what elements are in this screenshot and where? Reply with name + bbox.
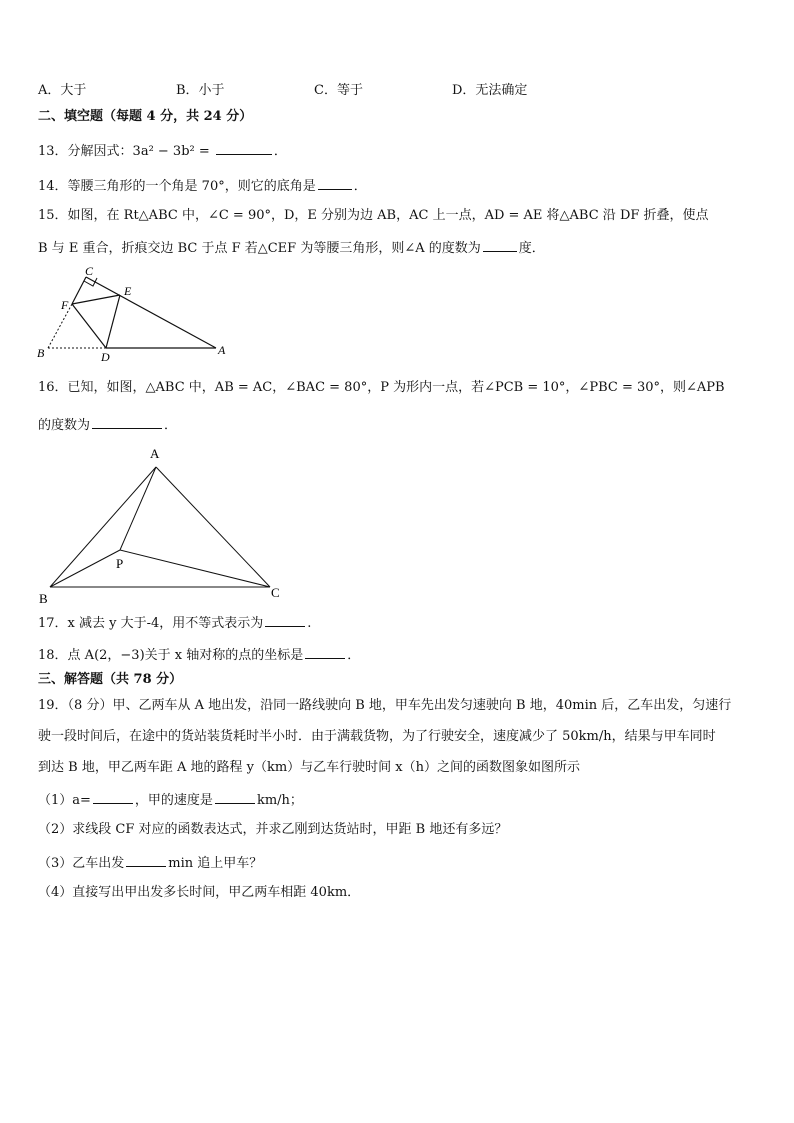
q14-text: 14．等腰三角形的一个角是 70°，则它的底角是 xyxy=(38,179,316,194)
question-14 xyxy=(38,176,367,196)
label-d: D xyxy=(101,350,110,362)
label-a: A xyxy=(150,446,160,461)
label-e: E xyxy=(124,284,132,298)
segment-fe xyxy=(72,295,120,304)
question-19-part4: （4）直接写出甲出发多长时间，甲乙两车相距 40km． xyxy=(38,885,361,900)
question-19-part3 xyxy=(38,853,262,873)
q15-suffix: 度． xyxy=(518,241,545,256)
q14-suffix: ． xyxy=(353,179,367,194)
question-13 xyxy=(38,141,287,161)
segment-fc xyxy=(72,277,86,304)
segment-ap xyxy=(120,467,156,550)
section-solve-title: 三、解答题（共 78 分） xyxy=(38,672,183,687)
choice-c: C．等于 xyxy=(314,83,363,98)
q19-p1-blank-speed xyxy=(215,790,255,804)
q17-answer-blank xyxy=(265,613,305,627)
q19-p1-blank-a xyxy=(93,790,133,804)
q16-text: 的度数为 xyxy=(38,418,91,433)
question-19-line1: 19．（8 分）甲、乙两车从 A 地出发，沿同一路线驶向 B 地，甲车先出发匀速驶向 B 地，40min 后，乙车出发，匀速行 xyxy=(38,698,732,713)
segment-fd xyxy=(72,304,106,348)
segment-ca xyxy=(86,277,216,348)
question-19-part2: （2）求线段 CF 对应的函数表达式，并求乙刚到达货站时，甲距 B 地还有多远？ xyxy=(38,822,508,837)
question-19-line2: 驶一段时间后，在途中的货站装货耗时半小时．由于满载货物，为了行驶安全，速度减少了 50km/h，结果与甲车同时 xyxy=(38,729,716,744)
q19-p3-suffix: min 追上甲车？ xyxy=(168,856,263,871)
q19-p1-suffix: km/h； xyxy=(256,793,303,808)
q15-triangle-figure xyxy=(30,262,240,362)
q18-text: 18．点 A(2，−3)关于 x 轴对称的点的坐标是 xyxy=(38,648,304,663)
q16-suffix: ． xyxy=(164,418,178,433)
question-16-line2 xyxy=(38,415,177,435)
q15-text: B 与 E 重合，折痕交边 BC 于点 F 若△CEF 为等腰三角形，则∠A 的度数为 xyxy=(38,241,481,256)
choice-d: D．无法确定 xyxy=(452,83,528,98)
question-19-line3: 到达 B 地，甲乙两车距 A 地的路程 y（km）与乙车行驶时间 x（h）之间的函数图象如图所示 xyxy=(38,760,580,775)
segment-bf xyxy=(48,304,72,348)
label-c: C xyxy=(271,585,280,600)
choice-a: A．大于 xyxy=(38,83,87,98)
label-p: P xyxy=(116,556,124,571)
q18-suffix: ． xyxy=(347,648,361,663)
question-17 xyxy=(38,613,311,633)
q16-answer-blank xyxy=(92,415,162,429)
label-b: B xyxy=(37,346,45,360)
segment-bp xyxy=(50,550,120,587)
q14-answer-blank xyxy=(318,176,352,190)
q19-p1-prefix: （1）a= xyxy=(38,793,91,808)
question-16-line1: 16．已知，如图，△ABC 中，AB = AC，∠BAC = 80°，P 为形内一点，若∠PCB = 10°，∠PBC = 30°，则∠APB xyxy=(38,380,725,395)
segment-cp xyxy=(120,550,270,587)
q17-suffix: . xyxy=(307,616,312,631)
question-15-line1: 15．如图，在 Rt△ABC 中，∠C = 90°，D，E 分别为边 AB，AC 上一点，AD = AE 将△ABC 沿 DF 折叠，使点 xyxy=(38,208,709,223)
question-18 xyxy=(38,645,360,665)
label-c: C xyxy=(85,264,94,278)
q19-p3-prefix: （3）乙车出发 xyxy=(38,856,125,871)
q13-answer-blank xyxy=(216,141,272,155)
question-19-part1 xyxy=(38,790,303,810)
q13-text: 13．分解因式：3a² − 3b² = xyxy=(38,144,214,159)
question-15-line2 xyxy=(38,238,545,258)
q16-triangle-figure xyxy=(30,440,300,610)
q19-p3-blank xyxy=(126,853,166,867)
label-f: F xyxy=(61,298,69,312)
segment-de xyxy=(106,295,120,348)
q18-answer-blank xyxy=(305,645,345,659)
label-b: B xyxy=(39,591,48,606)
segment-ab xyxy=(50,467,156,587)
label-a: A xyxy=(218,343,226,357)
q15-answer-blank xyxy=(483,238,517,252)
choice-b: B．小于 xyxy=(176,83,225,98)
q17-text: 17．x 减去 y 大于-4，用不等式表示为 xyxy=(38,616,264,631)
q13-suffix: ． xyxy=(273,144,287,159)
q19-p1-mid: ，甲的速度是 xyxy=(134,793,213,808)
segment-ac xyxy=(156,467,270,587)
section-fill-blank-title: 二、填空题（每题 4 分，共 24 分） xyxy=(38,109,253,124)
